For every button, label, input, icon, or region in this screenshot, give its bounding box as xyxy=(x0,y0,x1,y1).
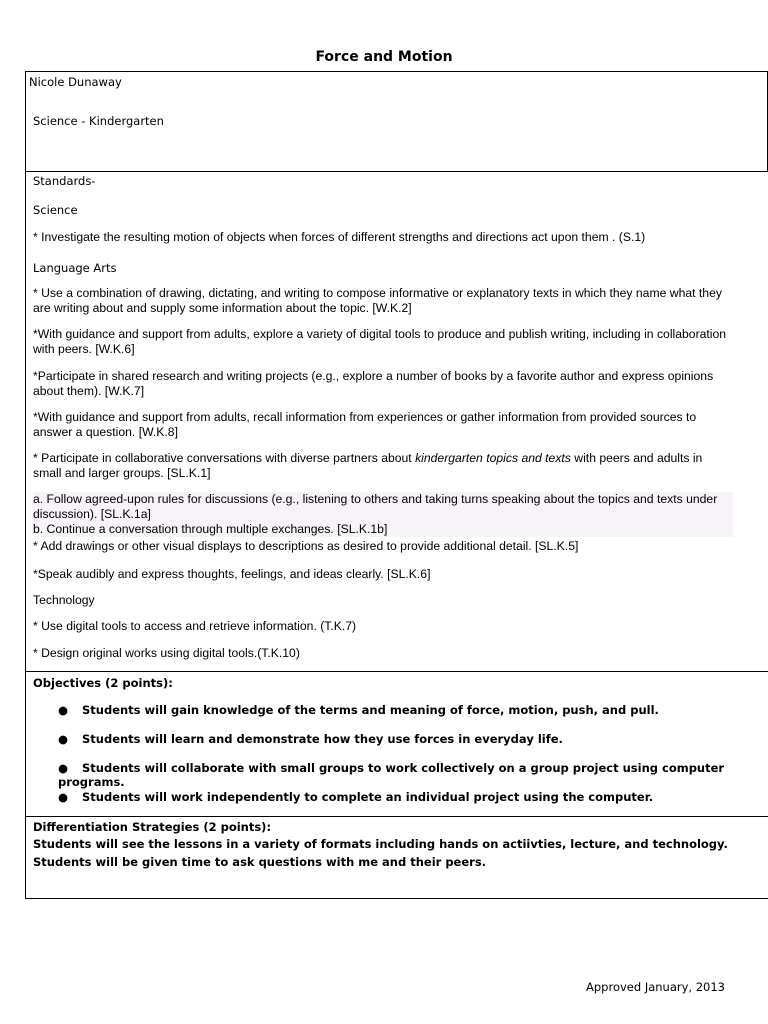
standard-wk8: *With guidance and support from adults, recall information from experiences or gather information from provided sources to answer a question. [W.K.8] xyxy=(33,410,697,439)
standard-tk10: * Design original works using digital tools.(T.K.10) xyxy=(33,646,300,660)
objective-text: Students will learn and demonstrate how they use forces in everyday life. xyxy=(82,732,563,746)
section-divider-differentiation xyxy=(26,816,768,817)
science-standard-s1: * Investigate the resulting motion of objects when forces of different strengths and directions act upon them . (S.1) xyxy=(33,230,646,244)
standard-slk5: * Add drawings or other visual displays to descriptions as desired to provide additional detail. [SL.K.5] xyxy=(33,539,579,553)
table-bottom-border xyxy=(26,898,768,899)
subject-grade: Science - Kindergarten xyxy=(33,114,164,128)
objective-text: Students will collaborate with small groups to work collectively on a group project using computer programs. xyxy=(58,761,725,789)
collab-text-italic: kindergarten topics and texts xyxy=(415,451,571,465)
collab-text-after: with peers and adults in small and larger groups. [SL.K.1] xyxy=(33,451,703,480)
table-top-border xyxy=(26,71,768,72)
objective-text: Students will work independently to complete an individual project using the computer. xyxy=(82,790,654,804)
section-divider-objectives xyxy=(26,671,768,672)
language-arts-heading: Language Arts xyxy=(33,261,117,275)
standard-slk1b: b. Continue a conversation through multiple exchanges. [SL.K.1b] xyxy=(33,522,733,537)
standard-tk7: * Use digital tools to access and retrieve information. (T.K.7) xyxy=(33,619,357,633)
standard-wk6: *With guidance and support from adults, explore a variety of digital tools to produce and publish writing, including in collaboration with peers. [W.K.6] xyxy=(33,327,727,356)
objective-item xyxy=(58,732,563,746)
objective-text: Students will gain knowledge of the terms and meaning of force, motion, push, and pull. xyxy=(82,703,659,717)
approval-footer: Approved January, 2013 xyxy=(586,980,725,994)
author-name: Nicole Dunaway xyxy=(29,75,122,89)
differentiation-text: Students will see the lessons in a variety of formats including hands on actiivties, lecture, and technology. Students will be given time to ask questions with me and their peers. xyxy=(33,837,728,869)
science-heading: Science xyxy=(33,203,78,217)
collab-text-before: * Participate in collaborative conversations with diverse partners about xyxy=(33,451,416,465)
technology-heading: Technology xyxy=(33,593,95,607)
standard-wk7: *Participate in shared research and writing projects (e.g., explore a number of books by a favorite author and express opinions about them). [W.K.7] xyxy=(33,369,714,398)
bullet-icon: ● xyxy=(58,790,69,804)
standard-slk6: *Speak audibly and express thoughts, feelings, and ideas clearly. [SL.K.6] xyxy=(33,567,431,581)
differentiation-heading: Differentiation Strategies (2 points): xyxy=(33,820,272,834)
standard-slk1a: a. Follow agreed-upon rules for discussions (e.g., listening to others and taking turns speaking about the topics and texts under discussion). [SL.K.1a] xyxy=(33,492,733,522)
objective-item xyxy=(58,761,768,789)
standard-slk1 xyxy=(33,451,733,481)
document-title: Force and Motion xyxy=(315,49,453,65)
objectives-heading: Objectives (2 points): xyxy=(33,676,173,690)
bullet-icon: ● xyxy=(58,703,69,717)
objective-item xyxy=(58,790,653,804)
standard-wk2: * Use a combination of drawing, dictating, and writing to compose informative or explanatory texts in which they name what they are writing about and supply some information about the topic. [W.K.2] xyxy=(33,286,722,315)
bullet-icon: ● xyxy=(58,732,69,746)
objective-item xyxy=(58,703,659,717)
section-divider-standards xyxy=(26,171,768,172)
standards-heading: Standards- xyxy=(33,174,96,188)
bullet-icon: ● xyxy=(58,761,69,775)
